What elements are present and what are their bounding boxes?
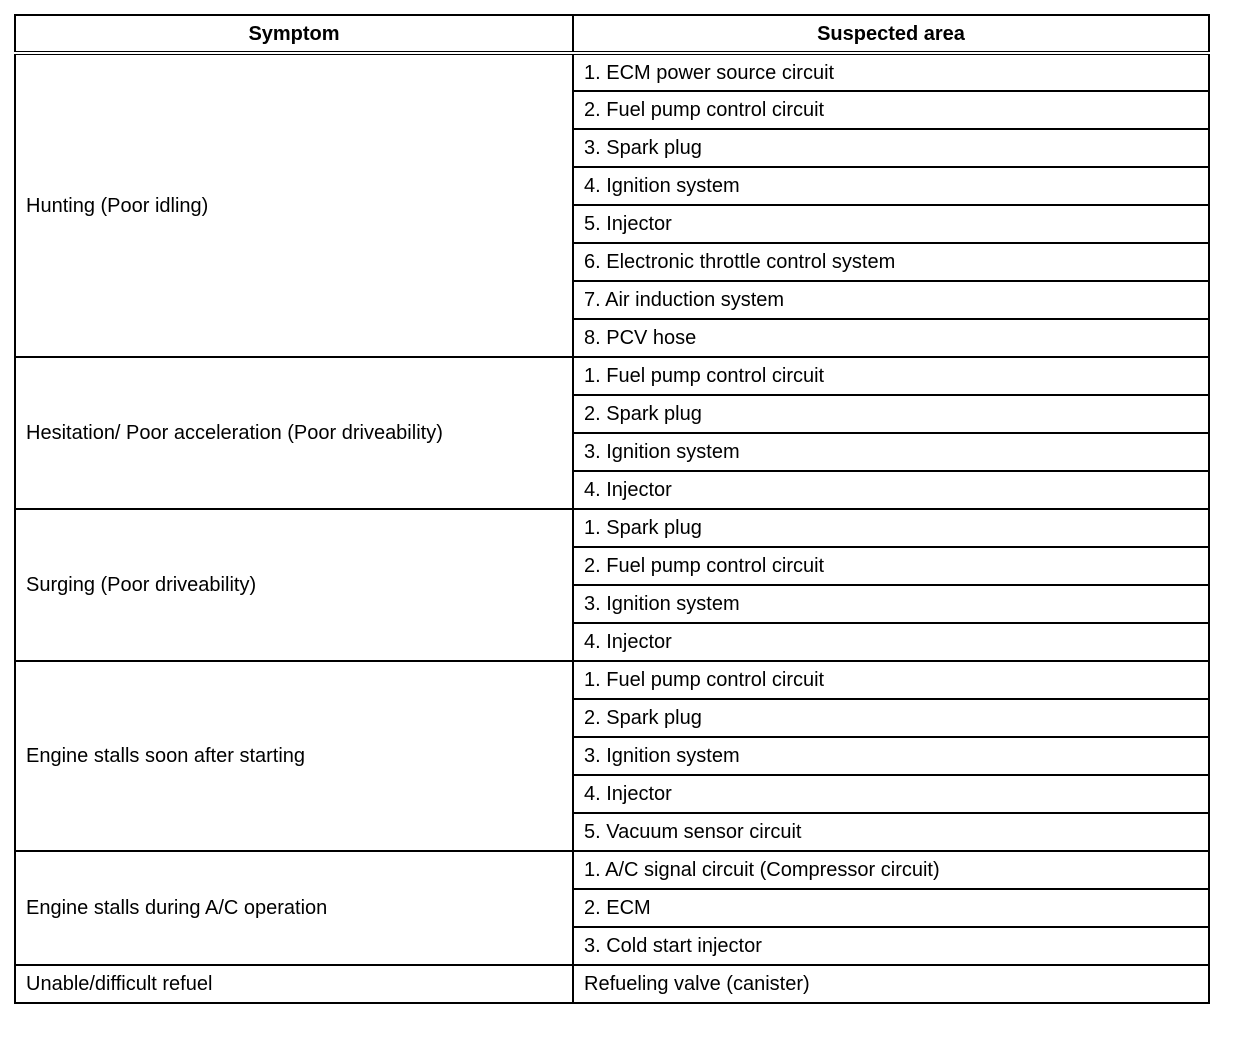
suspected-area-cell: 7. Air induction system xyxy=(573,281,1209,319)
suspected-area-cell: 3. Spark plug xyxy=(573,129,1209,167)
suspected-area-cell: 1. Spark plug xyxy=(573,509,1209,547)
suspected-area-header: Suspected area xyxy=(573,15,1209,53)
symptom-cell: Hesitation/ Poor acceleration (Poor driveability) xyxy=(15,357,573,509)
suspected-area-cell: 2. Spark plug xyxy=(573,395,1209,433)
table-row xyxy=(15,53,1209,91)
suspected-area-cell: 5. Vacuum sensor circuit xyxy=(573,813,1209,851)
suspected-area-cell: 2. Fuel pump control circuit xyxy=(573,547,1209,585)
suspected-area-cell: 5. Injector xyxy=(573,205,1209,243)
suspected-area-cell: 3. Cold start injector xyxy=(573,927,1209,965)
table-row xyxy=(15,509,1209,547)
suspected-area-cell: Refueling valve (canister) xyxy=(573,965,1209,1003)
suspected-area-cell: 1. A/C signal circuit (Compressor circuit) xyxy=(573,851,1209,889)
table-body xyxy=(15,53,1209,1003)
suspected-area-cell: 3. Ignition system xyxy=(573,433,1209,471)
table-row xyxy=(15,851,1209,889)
suspected-area-cell: 8. PCV hose xyxy=(573,319,1209,357)
symptom-cell: Engine stalls soon after starting xyxy=(15,661,573,851)
header-row xyxy=(15,15,1209,53)
suspected-area-cell: 4. Ignition system xyxy=(573,167,1209,205)
symptom-header: Symptom xyxy=(15,15,573,53)
suspected-area-cell: 2. Spark plug xyxy=(573,699,1209,737)
symptom-cell: Hunting (Poor idling) xyxy=(15,53,573,357)
suspected-area-cell: 6. Electronic throttle control system xyxy=(573,243,1209,281)
suspected-area-cell: 4. Injector xyxy=(573,775,1209,813)
table-row xyxy=(15,661,1209,699)
table-row xyxy=(15,965,1209,1003)
suspected-area-cell: 3. Ignition system xyxy=(573,585,1209,623)
suspected-area-cell: 2. Fuel pump control circuit xyxy=(573,91,1209,129)
suspected-area-cell: 1. ECM power source circuit xyxy=(573,53,1209,91)
suspected-area-cell: 1. Fuel pump control circuit xyxy=(573,357,1209,395)
table-row xyxy=(15,357,1209,395)
table-header xyxy=(15,15,1209,53)
suspected-area-cell: 2. ECM xyxy=(573,889,1209,927)
suspected-area-cell: 4. Injector xyxy=(573,623,1209,661)
symptom-cell: Engine stalls during A/C operation xyxy=(15,851,573,965)
suspected-area-cell: 1. Fuel pump control circuit xyxy=(573,661,1209,699)
suspected-area-cell: 3. Ignition system xyxy=(573,737,1209,775)
symptom-cell: Unable/difficult refuel xyxy=(15,965,573,1003)
suspected-area-cell: 4. Injector xyxy=(573,471,1209,509)
symptom-cell: Surging (Poor driveability) xyxy=(15,509,573,661)
symptom-table xyxy=(14,14,1210,1004)
